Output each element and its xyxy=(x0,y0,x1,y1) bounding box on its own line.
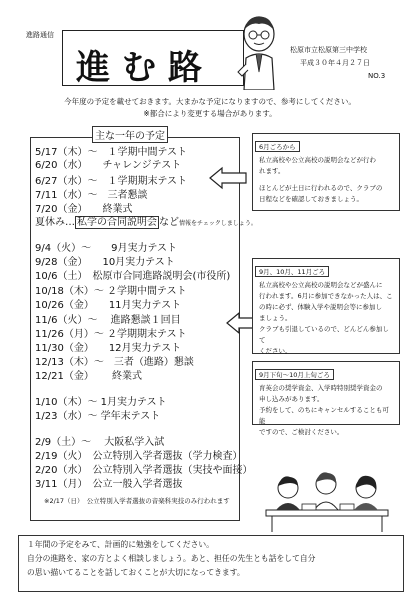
info-box-heading: 9月下旬～10月上旬ごろ xyxy=(255,369,334,380)
newsletter-series-label: 進路通信 xyxy=(26,31,54,39)
schedule-row: 1/23（水）～ 学年末テスト xyxy=(35,411,161,422)
schedule-row: 6/20（水） チャレンジテスト xyxy=(35,160,182,171)
schedule-row: 6/27（水）～ １学期期末テスト xyxy=(35,176,188,187)
schedule-row: 1/10（木）～ 1月実力テスト xyxy=(35,397,167,408)
closing-line: 自分の進路を、家の方とよく相談しましょう。あと、担任の先生とも話をして自分 xyxy=(27,554,316,563)
intro-note: ※都合により変更する場合があります。 xyxy=(143,109,277,118)
info-line: ください。 xyxy=(259,347,292,355)
school-name: 松原市立松原第三中学校 xyxy=(290,46,367,54)
students-studying-illustration xyxy=(262,466,392,534)
schedule-row: 2/19（火） 公立特別入学者選抜（学力検査） xyxy=(35,451,243,462)
schedule-row: 11/26（月）～ ２学期期末テスト xyxy=(35,329,187,340)
closing-line: １年間の予定をみて、計画的に勉強をしてください。 xyxy=(27,540,214,549)
schedule-row: 10/6（土） 松原市合同進路説明会(市役所) xyxy=(35,271,231,282)
issue-date: 平成３０年４月２７日 xyxy=(300,59,370,67)
summer-prefix: 夏休み… xyxy=(35,217,75,228)
schedule-row: 7/20（金） 終業式 xyxy=(35,204,133,215)
schedule-row: 12/21（金） 終業式 xyxy=(35,371,142,382)
schedule-row: 11/30（金） 12月実力テスト xyxy=(35,343,182,354)
intro-text: 今年度の予定を載せておきます。大まかな予定になりますので、参考にしてください。 xyxy=(64,97,356,106)
schedule-row: 12/13（木）～ 三者（進路）懇談 xyxy=(35,357,194,368)
schedule-row: 5/17（木）～ １学期中間テスト xyxy=(35,147,188,158)
info-box-scholarship xyxy=(252,361,400,436)
summer-note: 情報をチェックしましょう。 xyxy=(179,220,257,227)
schedule-row: 10/18（木）～ ２学期中間テスト xyxy=(35,286,187,297)
info-line: 私立高校や公立高校の説明会などが盛んに xyxy=(259,281,383,289)
info-line: ほとんどが土日に行われるので、クラブの xyxy=(259,184,383,192)
info-box-heading: 6月ごろから xyxy=(255,141,300,152)
info-box-autumn xyxy=(252,258,400,354)
info-box-june xyxy=(252,133,400,211)
info-box-heading: 9月、10月、11月ごろ xyxy=(255,266,329,277)
info-line: クラブも引退しているので、どんどん参加して xyxy=(259,325,389,344)
info-line: 日程などを確認しておきましょう。 xyxy=(259,195,363,203)
info-line: ましょう。 xyxy=(259,314,292,322)
issue-number: NO.3 xyxy=(368,72,386,80)
summer-row xyxy=(35,217,257,230)
info-line: 申し込みがあります。 xyxy=(259,395,324,403)
schedule-title: 主な一年の予定 xyxy=(92,126,168,143)
schedule-row: 9/28（金） 10月実力テスト xyxy=(35,257,175,268)
schedule-row: 2/9（土）～ 大阪私学入試 xyxy=(35,437,165,448)
summer-suffix: など xyxy=(159,217,179,228)
closing-message-box xyxy=(18,535,404,592)
closing-line: の思い描いてることを話しておくことが大切になってきます。 xyxy=(27,568,245,577)
info-line: 予約をして、のちにキャンセルすることも可能 xyxy=(259,406,389,425)
schedule-row: 11/6（火）～ 進路懇談１回目 xyxy=(35,315,181,326)
schedule-row: 2/20（水） 公立特別入学者選抜（実技や面接） xyxy=(35,465,253,476)
newsletter-title: 進む路 xyxy=(76,48,214,88)
schedule-row: 9/4（火）～ 9月実力テスト xyxy=(35,243,178,254)
info-line: 私立高校や公立高校の説明会などが行わ xyxy=(259,156,376,164)
schedule-row: 3/11（月） 公立一般入学者選抜 xyxy=(35,479,183,490)
schedule-row: 7/11（水）～ 三者懇談 xyxy=(35,190,148,201)
info-line: の時に必ず、体験入学や説明会等に参加し xyxy=(259,303,382,311)
schedule-footnote: ※2/17（日） 公立特別入学者選抜の音楽科実技のみ行われます xyxy=(44,497,230,505)
info-line: 育英会の奨学資金、入学時特別奨学資金の xyxy=(259,384,383,392)
info-line: れます。 xyxy=(259,167,285,175)
summer-highlight: 私学の合同説明会 xyxy=(77,217,157,228)
info-line: 行われます。6月に参加できなかった人は、こ xyxy=(259,292,393,300)
info-line: ですので、ご検討ください。 xyxy=(259,428,344,436)
schedule-row: 10/26（金） 11月実力テスト xyxy=(35,300,182,311)
left-arrow-icon xyxy=(208,166,248,190)
teacher-mascot-illustration xyxy=(236,14,282,90)
